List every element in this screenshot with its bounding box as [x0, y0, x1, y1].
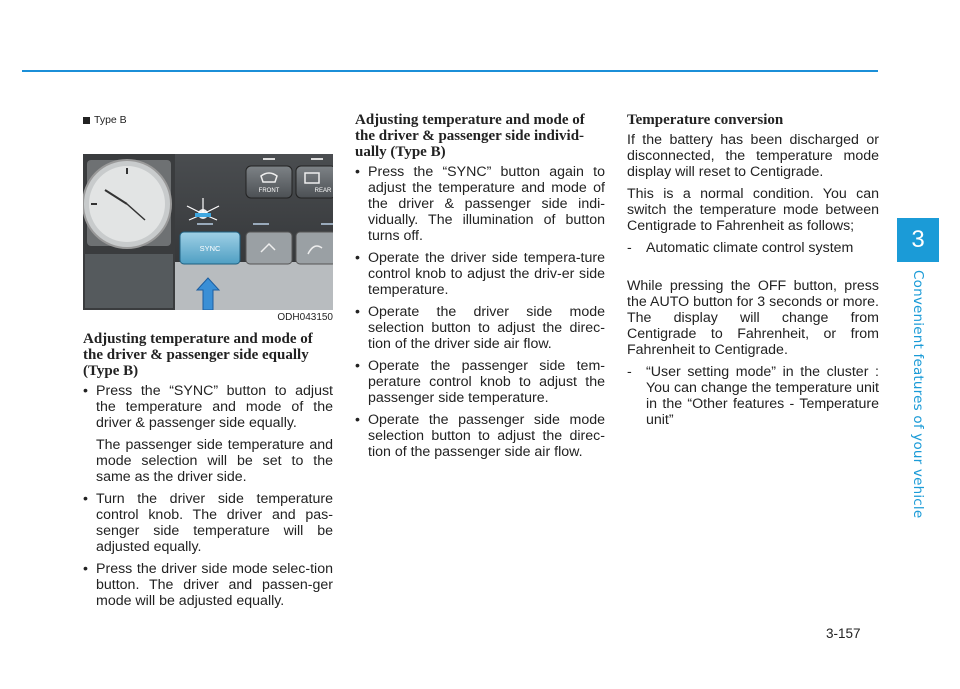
- figure-label: [83, 113, 333, 127]
- section-heading-equal: Adjusting temperature and mode of the driver & passenger side equally (Type B): [83, 331, 313, 379]
- list-item: [355, 412, 605, 460]
- list-item: [355, 250, 605, 298]
- list-item-text: Press the “SYNC” button again to adjust the temperature and mode of the driver & passenger side indi-vidually. The illumination of button turns off.: [368, 164, 605, 244]
- paragraph-normal: This is a normal condition. You can switch the temperature mode between Centigrade to Fahrenheit as follows;: [627, 186, 879, 234]
- individual-steps-list: [355, 164, 605, 460]
- chapter-tab: [897, 218, 939, 262]
- column-left: [83, 112, 333, 615]
- list-item-text: Press the driver side mode selec-tion button. The driver and passen-ger mode will be adjusted equally.: [96, 561, 333, 609]
- top-rule: [22, 70, 878, 72]
- section-heading-conversion: Temperature conversion: [627, 112, 784, 128]
- figure-label-text: Type B: [94, 114, 127, 126]
- list-item: [83, 561, 333, 609]
- list-item-text: Operate the passenger side tem-perature control knob to adjust the passenger side temperature.: [368, 358, 605, 406]
- list-item-text: Turn the driver side temperature control knob. The driver and pas-senger side temperature will be adjusted equally.: [96, 491, 333, 555]
- list-item: [355, 304, 605, 352]
- rear-button-label: REAR: [314, 188, 332, 194]
- chapter-number: 3: [911, 226, 925, 253]
- page-number: 3-157: [826, 626, 861, 641]
- front-button-label: FRONT: [258, 188, 280, 194]
- equal-steps-list-continued: [83, 491, 333, 609]
- sync-button-label: SYNC: [199, 244, 221, 253]
- column-right: [627, 112, 879, 434]
- list-item-text: Press the “SYNC” button to adjust the temperature and mode of the driver & passenger side equally.: [96, 383, 333, 431]
- list-item: [355, 358, 605, 406]
- climate-control-panel-image: [83, 154, 333, 310]
- list-item: [83, 383, 333, 431]
- section-heading-individual: Adjusting temperature and mode of the driver & passenger side individ-ually (Type B): [355, 112, 585, 160]
- figure-code: ODH043150: [277, 312, 333, 323]
- list-item-note: The passenger side temperature and mode selection will be set to the same as the driver side.: [96, 437, 333, 485]
- column-middle: [355, 112, 605, 466]
- paragraph-instructions: While pressing the OFF button, press the AUTO button for 3 seconds or more. The display will change from Centigrade to Fahrenheit, or from Fahrenheit to Centigrade.: [627, 278, 879, 358]
- list-item-text: Operate the passenger side mode selection button to adjust the direc-tion of the passenger side air flow.: [368, 412, 605, 460]
- paragraph-reset: If the battery has been discharged or disconnected, the temperature mode display will reset to Centigrade.: [627, 132, 879, 180]
- square-bullet-icon: [83, 117, 90, 124]
- chapter-title: Convenient features of your vehicle: [910, 270, 926, 519]
- list-item-text: Operate the driver side mode selection button to adjust the direc-tion of the driver side air flow.: [368, 304, 605, 352]
- list-item: [355, 164, 605, 244]
- list-item: [83, 491, 333, 555]
- dash-item-cluster: - “User setting mode” in the cluster : You can change the temperature unit in the “Other features - Temperature unit”: [627, 364, 879, 428]
- equal-steps-list: [83, 383, 333, 431]
- list-item-text: Operate the driver side tempera-ture control knob to adjust the driv-er side temperature.: [368, 250, 605, 298]
- dash-item-climate: - Automatic climate control system: [627, 240, 879, 256]
